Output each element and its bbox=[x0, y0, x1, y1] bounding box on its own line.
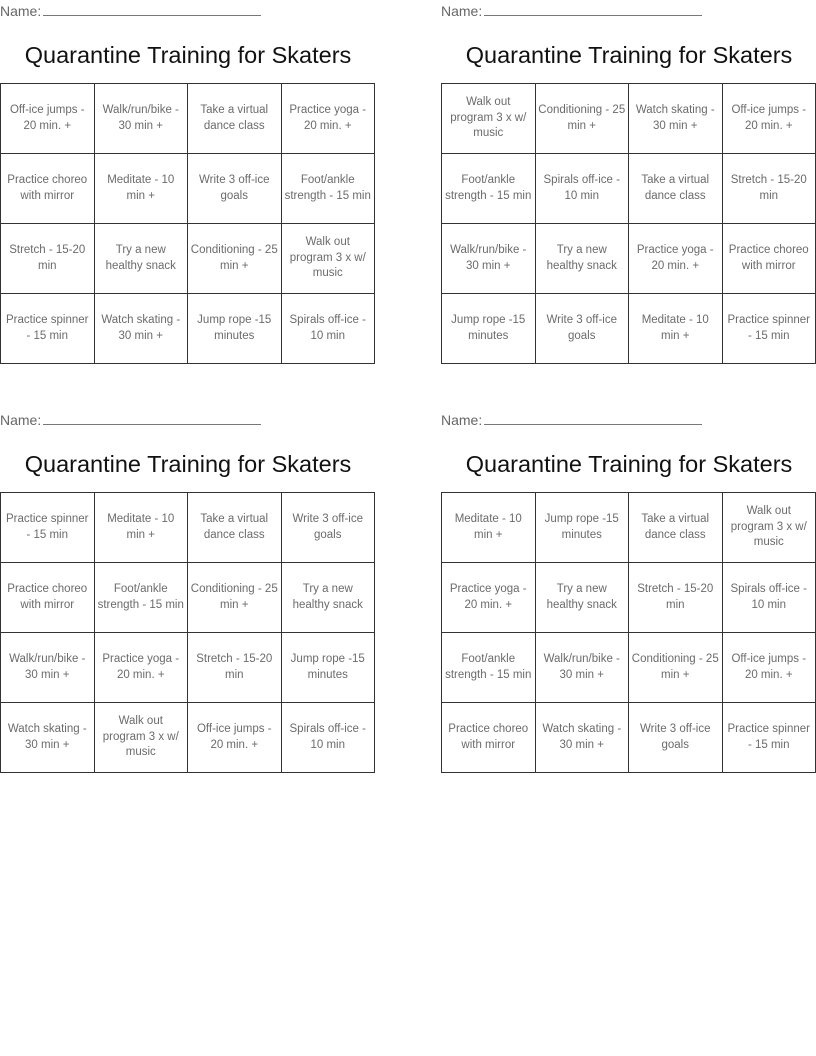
grid-cell: Foot/ankle strength - 15 min bbox=[442, 633, 536, 703]
grid-row bbox=[442, 224, 816, 294]
grid-cell: Take a virtual dance class bbox=[188, 84, 282, 154]
grid-cell: Foot/ankle strength - 15 min bbox=[442, 154, 536, 224]
grid-cell: Spirals off-ice - 10 min bbox=[535, 154, 629, 224]
grid-cell: Write 3 off-ice goals bbox=[188, 154, 282, 224]
grid-cell: Write 3 off-ice goals bbox=[629, 703, 723, 773]
grid-cell: Watch skating - 30 min + bbox=[94, 294, 188, 364]
grid-row bbox=[442, 563, 816, 633]
grid-row bbox=[442, 493, 816, 563]
grid-cell: Jump rope -15 minutes bbox=[188, 294, 282, 364]
grid-cell: Stretch - 15-20 min bbox=[188, 633, 282, 703]
grid-cell: Meditate - 10 min + bbox=[94, 154, 188, 224]
grid-cell: Watch skating - 30 min + bbox=[629, 84, 723, 154]
grid-cell: Write 3 off-ice goals bbox=[281, 493, 375, 563]
grid-cell: Practice spinner - 15 min bbox=[1, 294, 95, 364]
grid-cell: Walk out program 3 x w/ music bbox=[281, 224, 375, 294]
name-blank-line bbox=[484, 1, 702, 16]
grid-cell: Practice choreo with mirror bbox=[1, 154, 95, 224]
grid-cell: Walk/run/bike - 30 min + bbox=[1, 633, 95, 703]
grid-cell: Try a new healthy snack bbox=[281, 563, 375, 633]
grid-row bbox=[442, 154, 816, 224]
name-line bbox=[441, 410, 702, 430]
grid-cell: Watch skating - 30 min + bbox=[535, 703, 629, 773]
grid-row bbox=[1, 224, 375, 294]
grid-cell: Foot/ankle strength - 15 min bbox=[281, 154, 375, 224]
grid-cell: Stretch - 15-20 min bbox=[1, 224, 95, 294]
name-blank-line bbox=[43, 410, 261, 425]
grid-cell: Walk out program 3 x w/ music bbox=[94, 703, 188, 773]
name-label: Name: bbox=[441, 412, 483, 428]
card-title: Quarantine Training for Skaters bbox=[465, 451, 793, 477]
name-label: Name: bbox=[0, 412, 42, 428]
grid-cell: Practice spinner - 15 min bbox=[722, 294, 816, 364]
grid-row bbox=[1, 294, 375, 364]
grid-cell: Spirals off-ice - 10 min bbox=[722, 563, 816, 633]
name-blank-line bbox=[43, 1, 261, 16]
grid-cell: Watch skating - 30 min + bbox=[1, 703, 95, 773]
grid-row bbox=[1, 154, 375, 224]
grid-cell: Try a new healthy snack bbox=[94, 224, 188, 294]
grid-row bbox=[1, 703, 375, 773]
grid-cell: Stretch - 15-20 min bbox=[722, 154, 816, 224]
grid-row bbox=[1, 84, 375, 154]
name-line bbox=[0, 410, 261, 430]
grid-cell: Practice spinner - 15 min bbox=[722, 703, 816, 773]
grid-cell: Stretch - 15-20 min bbox=[629, 563, 723, 633]
grid-cell: Conditioning - 25 min + bbox=[535, 84, 629, 154]
grid-cell: Meditate - 10 min + bbox=[442, 493, 536, 563]
bingo-grid bbox=[0, 83, 375, 364]
grid-cell: Practice yoga - 20 min. + bbox=[94, 633, 188, 703]
grid-cell: Try a new healthy snack bbox=[535, 563, 629, 633]
grid-cell: Off-ice jumps - 20 min. + bbox=[722, 84, 816, 154]
grid-row bbox=[442, 294, 816, 364]
card-title: Quarantine Training for Skaters bbox=[24, 451, 352, 477]
grid-cell: Walk/run/bike - 30 min + bbox=[535, 633, 629, 703]
grid-cell: Write 3 off-ice goals bbox=[535, 294, 629, 364]
grid-cell: Jump rope -15 minutes bbox=[281, 633, 375, 703]
grid-cell: Spirals off-ice - 10 min bbox=[281, 294, 375, 364]
name-label: Name: bbox=[441, 3, 483, 19]
grid-cell: Practice yoga - 20 min. + bbox=[281, 84, 375, 154]
grid-cell: Off-ice jumps - 20 min. + bbox=[722, 633, 816, 703]
grid-row bbox=[1, 563, 375, 633]
name-label: Name: bbox=[0, 3, 42, 19]
grid-cell: Walk out program 3 x w/ music bbox=[442, 84, 536, 154]
name-blank-line bbox=[484, 410, 702, 425]
card-title: Quarantine Training for Skaters bbox=[465, 42, 793, 68]
card-title: Quarantine Training for Skaters bbox=[24, 42, 352, 68]
bingo-grid bbox=[441, 83, 816, 364]
grid-cell: Meditate - 10 min + bbox=[94, 493, 188, 563]
grid-cell: Off-ice jumps - 20 min. + bbox=[188, 703, 282, 773]
grid-cell: Conditioning - 25 min + bbox=[629, 633, 723, 703]
grid-row bbox=[1, 633, 375, 703]
grid-cell: Meditate - 10 min + bbox=[629, 294, 723, 364]
grid-cell: Take a virtual dance class bbox=[629, 154, 723, 224]
grid-cell: Practice choreo with mirror bbox=[722, 224, 816, 294]
grid-row bbox=[1, 493, 375, 563]
grid-cell: Walk out program 3 x w/ music bbox=[722, 493, 816, 563]
grid-cell: Jump rope -15 minutes bbox=[535, 493, 629, 563]
grid-cell: Conditioning - 25 min + bbox=[188, 563, 282, 633]
grid-cell: Conditioning - 25 min + bbox=[188, 224, 282, 294]
name-line bbox=[441, 1, 702, 21]
bingo-grid bbox=[441, 492, 816, 773]
grid-cell: Practice yoga - 20 min. + bbox=[442, 563, 536, 633]
grid-cell: Practice choreo with mirror bbox=[442, 703, 536, 773]
grid-cell: Walk/run/bike - 30 min + bbox=[442, 224, 536, 294]
grid-row bbox=[442, 84, 816, 154]
grid-cell: Practice spinner - 15 min bbox=[1, 493, 95, 563]
bingo-grid bbox=[0, 492, 375, 773]
grid-cell: Spirals off-ice - 10 min bbox=[281, 703, 375, 773]
grid-row bbox=[442, 703, 816, 773]
grid-cell: Foot/ankle strength - 15 min bbox=[94, 563, 188, 633]
grid-cell: Practice choreo with mirror bbox=[1, 563, 95, 633]
grid-cell: Try a new healthy snack bbox=[535, 224, 629, 294]
grid-cell: Walk/run/bike - 30 min + bbox=[94, 84, 188, 154]
grid-cell: Take a virtual dance class bbox=[629, 493, 723, 563]
grid-cell: Practice yoga - 20 min. + bbox=[629, 224, 723, 294]
name-line bbox=[0, 1, 261, 21]
grid-cell: Take a virtual dance class bbox=[188, 493, 282, 563]
grid-cell: Off-ice jumps - 20 min. + bbox=[1, 84, 95, 154]
grid-row bbox=[442, 633, 816, 703]
grid-cell: Jump rope -15 minutes bbox=[442, 294, 536, 364]
